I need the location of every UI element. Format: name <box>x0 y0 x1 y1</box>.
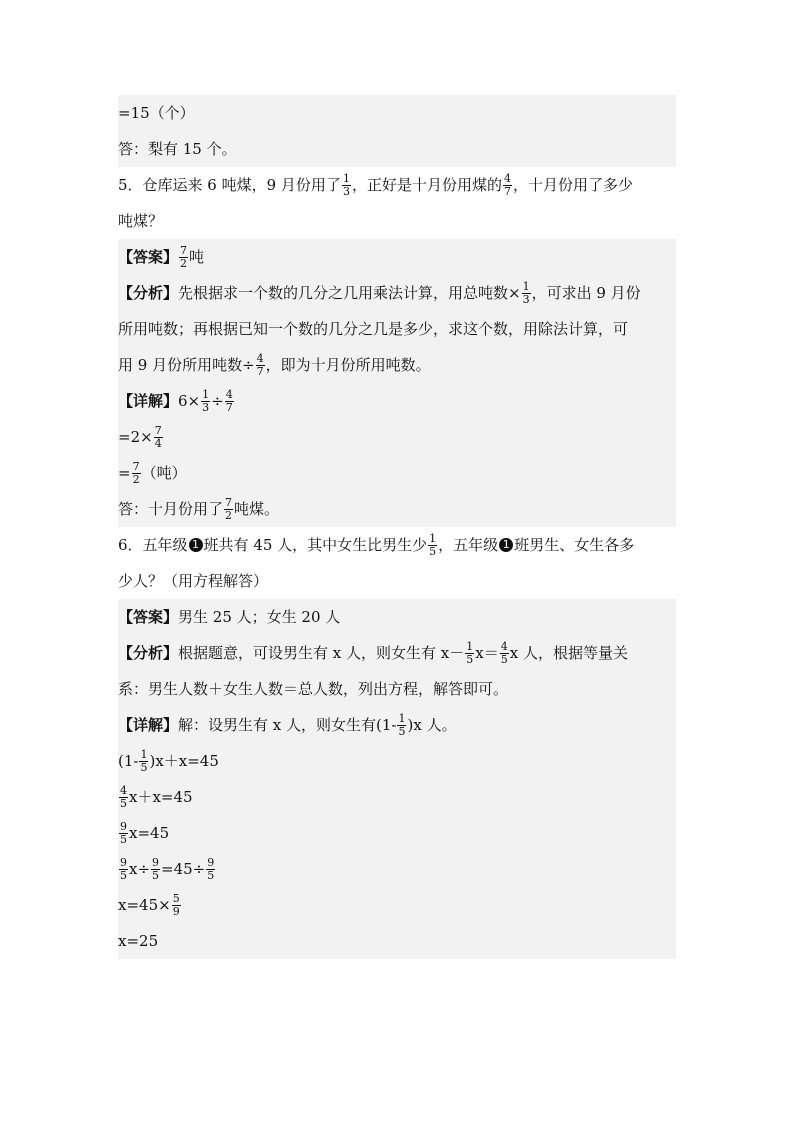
fraction <box>397 713 406 738</box>
analysis-5-line-1 <box>118 275 676 311</box>
equation-line-2 <box>118 779 676 815</box>
calc-line <box>118 95 676 131</box>
numerator: 5 <box>172 891 180 905</box>
detail-5-line-3 <box>118 455 676 491</box>
detail-text: 解：设男生有 x 人，则女生有(1- <box>178 716 397 734</box>
denominator: 5 <box>500 652 508 666</box>
unit: 吨 <box>189 248 205 266</box>
analysis-5-line-2 <box>118 311 676 347</box>
detail-5-line-1 <box>118 383 676 419</box>
equation-text: x=45 <box>129 824 170 842</box>
numerator: 1 <box>398 711 406 725</box>
denominator: 7 <box>225 400 233 414</box>
numerator: 4 <box>120 783 127 797</box>
numerator: 1 <box>466 639 474 653</box>
numerator: 1 <box>140 747 148 761</box>
denominator: 2 <box>225 508 233 522</box>
fraction <box>503 173 512 198</box>
denominator: 3 <box>202 400 210 414</box>
analysis-5-line-3 <box>118 347 676 383</box>
denominator: 5 <box>120 868 127 882</box>
fraction <box>179 245 188 270</box>
numerator: 7 <box>132 459 140 473</box>
answer-6 <box>118 599 676 635</box>
detail-text: （吨） <box>141 464 187 482</box>
fraction <box>465 641 474 666</box>
analysis-text: x＝ <box>475 644 499 662</box>
numerator: 1 <box>429 531 437 545</box>
fraction <box>256 353 265 378</box>
analysis-text: 系：男生人数＋女生人数＝总人数，列出方程，解答即可。 <box>118 680 509 698</box>
fraction <box>225 389 234 414</box>
question-5-line-2 <box>118 203 676 239</box>
q5-text-c: ，十月份用了多少 <box>512 176 633 194</box>
fraction <box>224 497 233 522</box>
denominator: 7 <box>503 184 511 198</box>
detail-6-line-1 <box>118 707 676 743</box>
fraction <box>119 785 128 810</box>
document-page <box>118 95 676 959</box>
equation-line-5 <box>118 887 676 923</box>
denominator: 5 <box>152 868 160 882</box>
numerator: 1 <box>202 387 210 401</box>
q6-text: 少人？（用方程解答） <box>118 572 269 590</box>
circled-number: 1 <box>499 538 513 552</box>
denominator: 3 <box>342 184 350 198</box>
numerator: 9 <box>120 819 127 833</box>
analysis-text: 所用吨数；再根据已知一个数的几分之几是多少，求这个数，用除法计算，可 <box>118 320 629 338</box>
denominator: 9 <box>172 904 180 918</box>
denominator: 5 <box>398 724 406 738</box>
detail-text: 答：十月份用了 <box>118 500 224 518</box>
detail-text: 吨煤。 <box>234 500 280 518</box>
detail-text: )x 人。 <box>407 716 457 734</box>
denominator: 7 <box>256 364 264 378</box>
numerator: 1 <box>522 279 530 293</box>
analysis-text: 先根据求一个数的几分之几用乘法计算，用总吨数× <box>178 284 521 302</box>
answer-tag: 【答案】 <box>118 248 179 266</box>
numerator: 4 <box>500 639 508 653</box>
numerator: 7 <box>180 243 188 257</box>
numerator: 4 <box>503 171 511 185</box>
numerator: 7 <box>225 495 233 509</box>
denominator: 5 <box>120 796 127 810</box>
numerator: 9 <box>207 855 215 869</box>
detail-text: =2× <box>118 428 153 446</box>
denominator: 5 <box>429 544 437 558</box>
fraction <box>154 425 163 450</box>
q6-text: 班男生、女生各多 <box>514 536 635 554</box>
denominator: 5 <box>466 652 474 666</box>
fraction <box>139 749 148 774</box>
numerator: 7 <box>154 423 162 437</box>
fraction <box>428 533 437 558</box>
analysis-text: 用 9 月份所用吨数÷ <box>118 356 255 374</box>
denominator: 5 <box>140 760 148 774</box>
q6-text: 班共有 45 人，其中女生比男生少 <box>203 536 428 554</box>
q6-text: 6．五年级 <box>118 536 188 554</box>
analysis-text: ，可求出 9 月份 <box>531 284 641 302</box>
detail-text: 6× <box>178 392 201 410</box>
answer-text: 答：梨有 15 个。 <box>118 140 237 158</box>
equation-line-4 <box>118 851 676 887</box>
q6-text: ，五年级 <box>438 536 499 554</box>
fraction <box>206 857 215 882</box>
q5-text-a: 5．仓库运来 6 吨煤，9 月份用了 <box>118 176 341 194</box>
denominator: 3 <box>522 292 530 306</box>
numerator: 9 <box>120 855 127 869</box>
operator: ÷ <box>211 392 224 410</box>
question-6-line-2 <box>118 563 676 599</box>
analysis-6-line-1 <box>118 635 676 671</box>
equation-text: x=25 <box>118 932 159 950</box>
analysis-6-line-2 <box>118 671 676 707</box>
denominator: 2 <box>180 256 188 270</box>
answer-tag: 【答案】 <box>118 608 179 626</box>
equation-line-6 <box>118 923 676 959</box>
question-5-line-1 <box>118 167 676 203</box>
equation-text: x=45× <box>118 896 171 914</box>
equation-text: x÷ <box>129 860 151 878</box>
detail-5-line-2 <box>118 419 676 455</box>
numerator: 4 <box>225 387 233 401</box>
analysis-text: ，即为十月份所用吨数。 <box>265 356 431 374</box>
q5-text-b: ，正好是十月份用煤的 <box>351 176 502 194</box>
circled-number: 1 <box>189 538 203 552</box>
analysis-text: 根据题意，可设男生有 x 人，则女生有 x－ <box>178 644 465 662</box>
detail-tag: 【详解】 <box>118 716 179 734</box>
detail-text: = <box>118 464 131 482</box>
answer-line <box>118 131 676 167</box>
q5-text-d: 吨煤？ <box>118 212 164 230</box>
analysis-tag: 【分析】 <box>118 284 179 302</box>
fraction <box>522 281 531 306</box>
answer-5 <box>118 239 676 275</box>
fraction <box>119 821 128 846</box>
fraction <box>132 461 141 486</box>
equation-text: x＋x=45 <box>129 788 193 806</box>
numerator: 1 <box>342 171 350 185</box>
equation-text: )x＋x=45 <box>149 752 219 770</box>
fraction <box>500 641 509 666</box>
equation-line-3 <box>118 815 676 851</box>
answer-text: 男生 25 人；女生 20 人 <box>178 608 341 626</box>
fraction <box>172 893 181 918</box>
calc-text: =15（个） <box>118 104 195 122</box>
fraction <box>342 173 351 198</box>
denominator: 5 <box>207 868 215 882</box>
fraction <box>201 389 210 414</box>
fraction <box>151 857 160 882</box>
denominator: 4 <box>154 436 162 450</box>
equation-text: (1- <box>118 752 139 770</box>
detail-tag: 【详解】 <box>118 392 179 410</box>
equation-line-1 <box>118 743 676 779</box>
denominator: 5 <box>120 832 127 846</box>
numerator: 4 <box>256 351 264 365</box>
detail-5-line-4 <box>118 491 676 527</box>
fraction <box>119 857 128 882</box>
analysis-text: x 人，根据等量关 <box>509 644 628 662</box>
numerator: 9 <box>152 855 160 869</box>
denominator: 2 <box>132 472 140 486</box>
question-6-line-1 <box>118 527 676 563</box>
equation-text: =45÷ <box>161 860 206 878</box>
analysis-tag: 【分析】 <box>118 644 179 662</box>
